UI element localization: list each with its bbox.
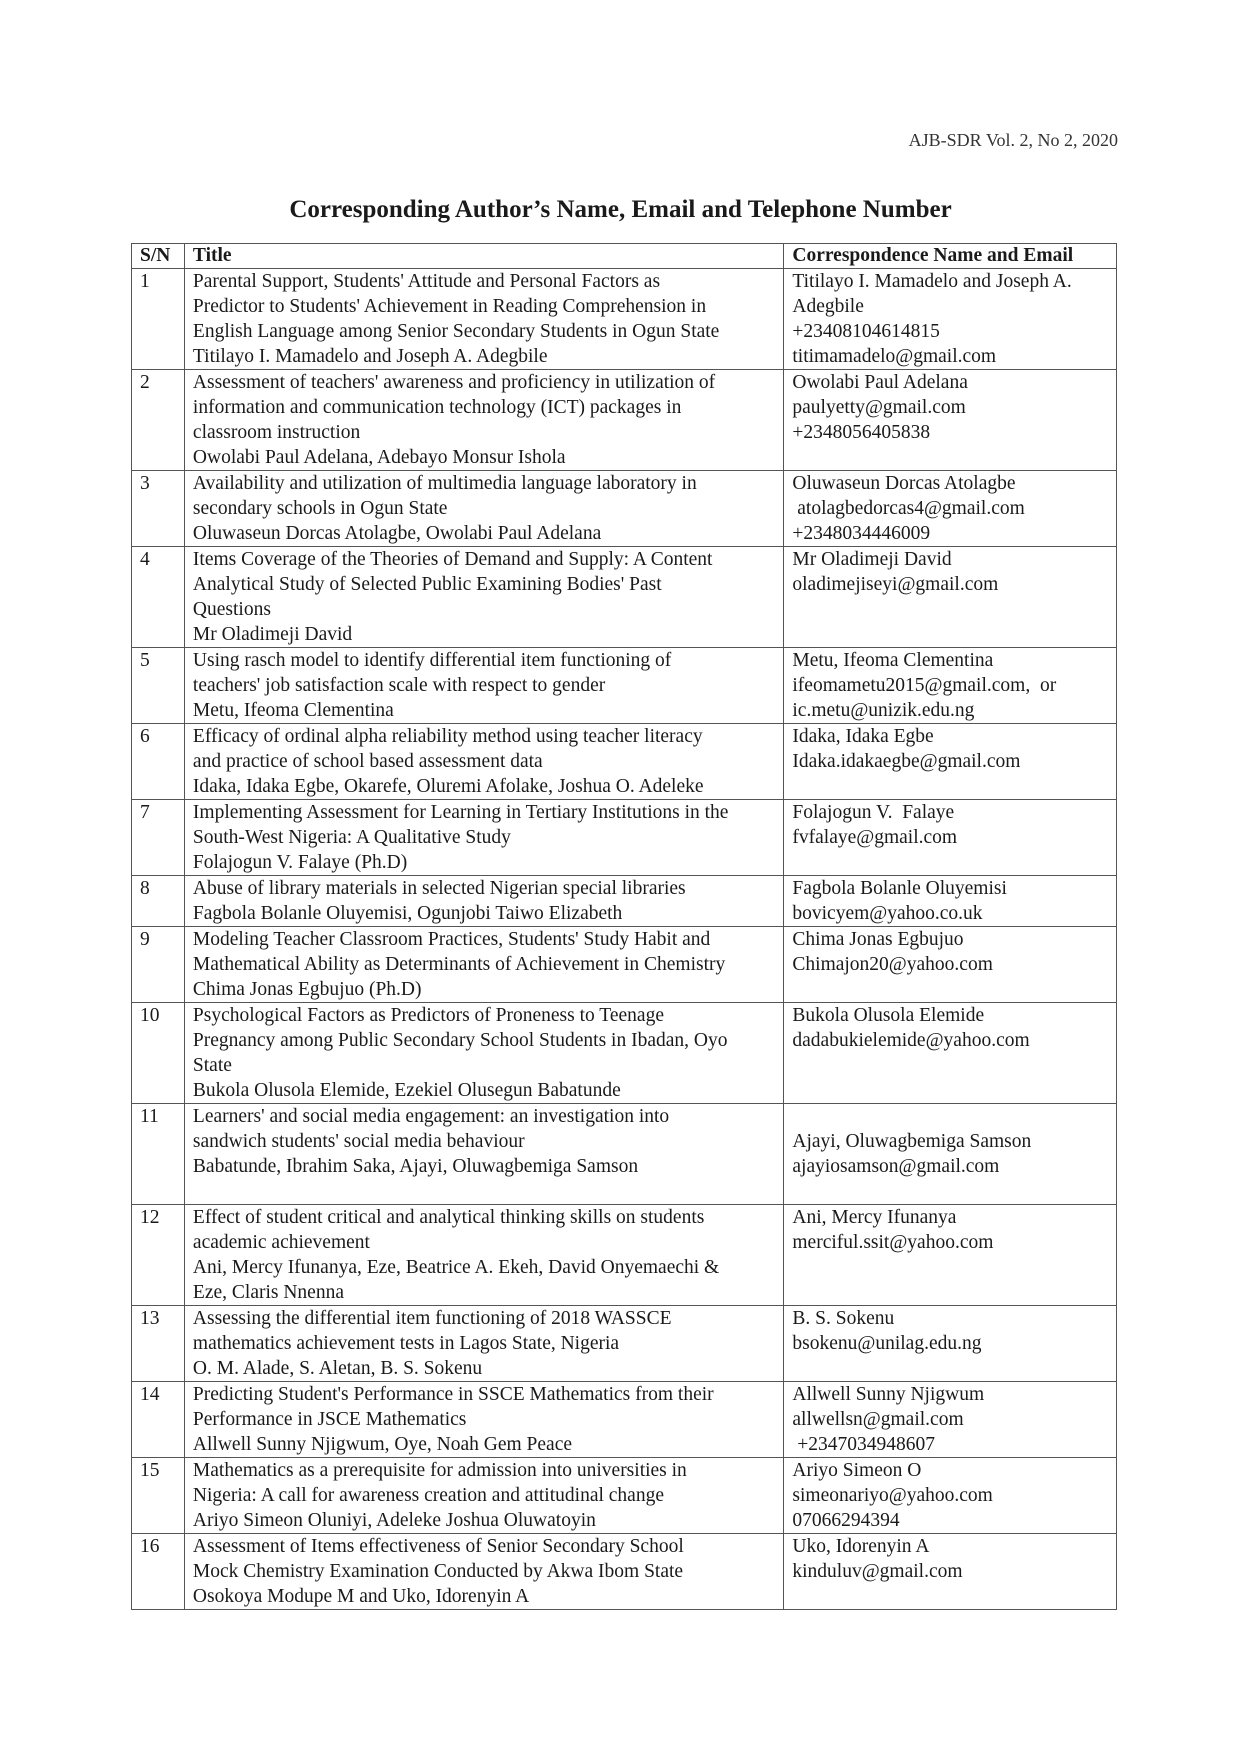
title-line: classroom instruction <box>192 422 361 443</box>
title-line: Analytical Study of Selected Public Examining Bodies' Past <box>192 574 662 595</box>
title-line: Mathematical Ability as Determinants of Achievement in Chemistry <box>192 954 726 975</box>
cell-correspondence <box>784 648 1117 724</box>
correspondence-line: ajayiosamson@gmail.com <box>792 1156 1000 1177</box>
correspondence-line: Allwell Sunny Njigwum <box>792 1384 985 1405</box>
correspondence-line: simeonariyo@yahoo.com <box>792 1485 993 1506</box>
cell-title <box>184 1003 783 1104</box>
table-row <box>132 269 1117 370</box>
correspondence-line: Uko, Idorenyin A <box>792 1536 930 1557</box>
correspondence-line: Metu, Ifeoma Clementina <box>792 650 994 671</box>
correspondence-line: paulyetty@gmail.com <box>792 397 966 418</box>
correspondence-line: fvfalaye@gmail.com <box>792 827 958 848</box>
correspondence-line: Chimajon20@yahoo.com <box>792 954 993 975</box>
table-row <box>132 1382 1117 1458</box>
correspondence-line: ifeomametu2015@gmail.com, or <box>792 675 1057 696</box>
cell-sn: 13 <box>132 1306 185 1382</box>
table-row <box>132 1205 1117 1306</box>
title-line: secondary schools in Ogun State <box>192 498 448 519</box>
title-line: Owolabi Paul Adelana, Adebayo Monsur Ishola <box>192 447 566 468</box>
cell-correspondence <box>784 800 1117 876</box>
cell-correspondence <box>784 927 1117 1003</box>
table-row <box>132 800 1117 876</box>
cell-correspondence <box>784 1534 1117 1610</box>
table-row <box>132 547 1117 648</box>
cell-correspondence <box>784 269 1117 370</box>
title-line: Predicting Student's Performance in SSCE Mathematics from their <box>192 1384 714 1405</box>
correspondence-line: titimamadelo@gmail.com <box>792 346 997 367</box>
cell-sn: 2 <box>132 370 185 471</box>
title-line: Implementing Assessment for Learning in Tertiary Institutions in the <box>192 802 729 823</box>
title-line: Questions <box>192 599 271 620</box>
title-line: South-West Nigeria: A Qualitative Study <box>192 827 511 848</box>
cell-title <box>184 1306 783 1382</box>
table-row <box>132 1104 1117 1205</box>
cell-sn: 11 <box>132 1104 185 1205</box>
correspondence-line: Ariyo Simeon O <box>792 1460 922 1481</box>
cell-title <box>184 370 783 471</box>
cell-title <box>184 876 783 927</box>
title-line: Ariyo Simeon Oluniyi, Adeleke Joshua Oluwatoyin <box>192 1510 596 1531</box>
title-line: Parental Support, Students' Attitude and Personal Factors as <box>192 271 661 292</box>
title-line: Folajogun V. Falaye (Ph.D) <box>192 852 408 873</box>
cell-sn: 15 <box>132 1458 185 1534</box>
table-row <box>132 724 1117 800</box>
correspondence-line: +23408104614815 <box>792 321 940 342</box>
cell-sn: 14 <box>132 1382 185 1458</box>
correspondence-line: 07066294394 <box>792 1510 900 1531</box>
correspondence-line: Adegbile <box>792 296 864 317</box>
cell-title <box>184 1458 783 1534</box>
title-line: Allwell Sunny Njigwum, Oye, Noah Gem Peace <box>192 1434 573 1455</box>
cell-sn: 3 <box>132 471 185 547</box>
cell-sn: 6 <box>132 724 185 800</box>
cell-sn: 7 <box>132 800 185 876</box>
title-line: Titilayo I. Mamadelo and Joseph A. Adegbile <box>192 346 548 367</box>
title-line: Assessment of teachers' awareness and proficiency in utilization of <box>192 372 716 393</box>
cell-sn: 8 <box>132 876 185 927</box>
correspondence-line: Ani, Mercy Ifunanya <box>792 1207 957 1228</box>
title-line: Availability and utilization of multimedia language laboratory in <box>192 473 697 494</box>
title-line: mathematics achievement tests in Lagos State, Nigeria <box>192 1333 620 1354</box>
title-line: and practice of school based assessment data <box>192 751 543 772</box>
header-sn: S/N <box>132 244 185 269</box>
title-line: Ani, Mercy Ifunanya, Eze, Beatrice A. Ekeh, David Onyemaechi & <box>192 1257 720 1278</box>
correspondence-line: +2348056405838 <box>792 422 931 443</box>
title-line: Learners' and social media engagement: an investigation into <box>192 1106 670 1127</box>
cell-correspondence <box>784 547 1117 648</box>
cell-title <box>184 471 783 547</box>
correspondence-line: Idaka.idakaegbe@gmail.com <box>792 751 1021 772</box>
cell-sn: 4 <box>132 547 185 648</box>
cell-title <box>184 269 783 370</box>
spacer <box>792 1104 1108 1129</box>
table-header-row <box>132 244 1117 269</box>
cell-correspondence <box>784 876 1117 927</box>
correspondence-line: Folajogun V. Falaye <box>792 802 955 823</box>
correspondence-line: oladimejiseyi@gmail.com <box>792 574 999 595</box>
title-line: Modeling Teacher Classroom Practices, Students' Study Habit and <box>192 929 711 950</box>
correspondence-line: +2348034446009 <box>792 523 931 544</box>
title-line: Osokoya Modupe M and Uko, Idorenyin A <box>192 1586 530 1607</box>
cell-correspondence <box>784 1104 1117 1205</box>
title-line: Bukola Olusola Elemide, Ezekiel Olusegun Babatunde <box>192 1080 621 1101</box>
correspondence-line: allwellsn@gmail.com <box>792 1409 964 1430</box>
title-line: State <box>192 1055 232 1076</box>
title-line: Assessing the differential item functioning of 2018 WASSCE <box>192 1308 672 1329</box>
table-row <box>132 927 1117 1003</box>
title-line: Pregnancy among Public Secondary School Students in Ibadan, Oyo <box>192 1030 728 1051</box>
title-line: Mock Chemistry Examination Conducted by Akwa Ibom State <box>192 1561 684 1582</box>
cell-sn: 16 <box>132 1534 185 1610</box>
correspondence-line: Fagbola Bolanle Oluyemisi <box>792 878 1007 899</box>
title-line: sandwich students' social media behaviour <box>192 1131 525 1152</box>
correspondence-line: Oluwaseun Dorcas Atolagbe <box>792 473 1016 494</box>
cell-title <box>184 648 783 724</box>
title-line: Abuse of library materials in selected Nigerian special libraries <box>192 878 686 899</box>
table-row <box>132 1306 1117 1382</box>
title-line: Idaka, Idaka Egbe, Okarefe, Oluremi Afolake, Joshua O. Adeleke <box>192 776 704 797</box>
title-line: academic achievement <box>192 1232 370 1253</box>
cell-correspondence <box>784 1458 1117 1534</box>
cell-correspondence <box>784 1306 1117 1382</box>
title-line: Eze, Claris Nnenna <box>192 1282 344 1303</box>
correspondence-line: Idaka, Idaka Egbe <box>792 726 934 747</box>
cell-correspondence <box>784 370 1117 471</box>
cell-correspondence <box>784 471 1117 547</box>
table-row <box>132 876 1117 927</box>
correspondence-line: Owolabi Paul Adelana <box>792 372 968 393</box>
cell-title <box>184 800 783 876</box>
title-line: Predictor to Students' Achievement in Reading Comprehension in <box>192 296 707 317</box>
table-row <box>132 1458 1117 1534</box>
page-title: Corresponding Author’s Name, Email and Telephone Number <box>289 196 952 223</box>
table-body <box>132 269 1117 1610</box>
cell-sn: 9 <box>132 927 185 1003</box>
correspondence-line: merciful.ssit@yahoo.com <box>792 1232 994 1253</box>
title-line: Using rasch model to identify differential item functioning of <box>192 650 672 671</box>
correspondence-line: dadabukielemide@yahoo.com <box>792 1030 1030 1051</box>
title-line: Assessment of Items effectiveness of Senior Secondary School <box>192 1536 684 1557</box>
table-row <box>132 1003 1117 1104</box>
cell-sn: 10 <box>132 1003 185 1104</box>
table-row <box>132 1534 1117 1610</box>
correspondence-line: atolagbedorcas4@gmail.com <box>792 498 1025 519</box>
cell-correspondence <box>784 724 1117 800</box>
authors-table <box>131 243 1117 1610</box>
title-line: Babatunde, Ibrahim Saka, Ajayi, Oluwagbemiga Samson <box>192 1156 639 1177</box>
title-line: Efficacy of ordinal alpha reliability method using teacher literacy <box>192 726 703 747</box>
cell-title <box>184 1104 783 1205</box>
title-line: Nigeria: A call for awareness creation and attitudinal change <box>192 1485 664 1506</box>
correspondence-line: Ajayi, Oluwagbemiga Samson <box>792 1131 1032 1152</box>
title-line: Mathematics as a prerequisite for admission into universities in <box>192 1460 687 1481</box>
cell-correspondence <box>784 1382 1117 1458</box>
correspondence-line: bovicyem@yahoo.co.uk <box>792 903 983 924</box>
correspondence-line: bsokenu@unilag.edu.ng <box>792 1333 982 1354</box>
cell-correspondence <box>784 1003 1117 1104</box>
header-title: Title <box>184 244 783 269</box>
title-line: Psychological Factors as Predictors of Proneness to Teenage <box>192 1005 664 1026</box>
correspondence-line: ic.metu@unizik.edu.ng <box>792 700 975 721</box>
title-line: English Language among Senior Secondary Students in Ogun State <box>192 321 720 342</box>
correspondence-line: Bukola Olusola Elemide <box>792 1005 985 1026</box>
cell-title <box>184 1205 783 1306</box>
correspondence-line: Chima Jonas Egbujuo <box>792 929 964 950</box>
title-line: Mr Oladimeji David <box>192 624 353 645</box>
cell-sn: 1 <box>132 269 185 370</box>
table-row <box>132 648 1117 724</box>
correspondence-line: kinduluv@gmail.com <box>792 1561 963 1582</box>
cell-title <box>184 927 783 1003</box>
cell-correspondence <box>784 1205 1117 1306</box>
title-line: Effect of student critical and analytical thinking skills on students <box>192 1207 705 1228</box>
correspondence-line: Titilayo I. Mamadelo and Joseph A. <box>792 271 1072 292</box>
cell-title <box>184 1534 783 1610</box>
cell-title <box>184 1382 783 1458</box>
title-line: Fagbola Bolanle Oluyemisi, Ogunjobi Taiwo Elizabeth <box>192 903 623 924</box>
running-head: AJB-SDR Vol. 2, No 2, 2020 <box>908 130 1118 150</box>
table-row <box>132 370 1117 471</box>
cell-title <box>184 724 783 800</box>
cell-title <box>184 547 783 648</box>
title-line: Performance in JSCE Mathematics <box>192 1409 467 1430</box>
correspondence-line: B. S. Sokenu <box>792 1308 895 1329</box>
title-line: information and communication technology (ICT) packages in <box>192 397 682 418</box>
title-line: O. M. Alade, S. Aletan, B. S. Sokenu <box>192 1358 483 1379</box>
table-row <box>132 471 1117 547</box>
correspondence-line: +2347034948607 <box>792 1434 936 1455</box>
cell-sn: 5 <box>132 648 185 724</box>
header-correspondence: Correspondence Name and Email <box>784 244 1117 269</box>
correspondence-line: Mr Oladimeji David <box>792 549 952 570</box>
title-line: Metu, Ifeoma Clementina <box>192 700 394 721</box>
cell-sn: 12 <box>132 1205 185 1306</box>
title-line: Items Coverage of the Theories of Demand and Supply: A Content <box>192 549 713 570</box>
title-line: teachers' job satisfaction scale with respect to gender <box>192 675 606 696</box>
title-line: Chima Jonas Egbujuo (Ph.D) <box>192 979 422 1000</box>
title-line: Oluwaseun Dorcas Atolagbe, Owolabi Paul Adelana <box>192 523 602 544</box>
